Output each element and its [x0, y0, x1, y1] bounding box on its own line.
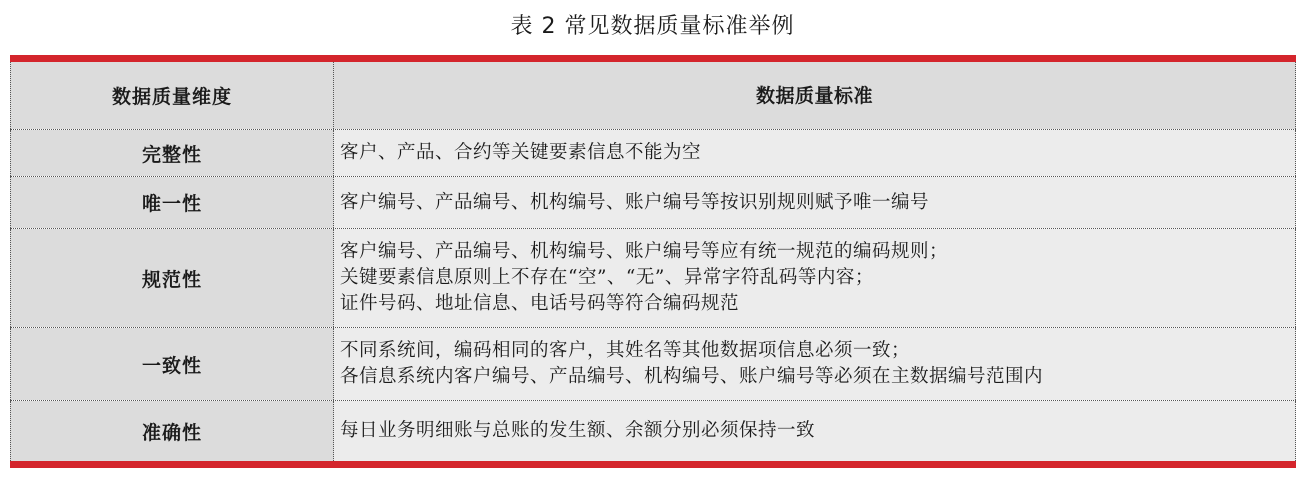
table-caption: 表 2 常见数据质量标准举例 [510, 14, 795, 39]
table-row [10, 328, 1296, 401]
table-row [10, 401, 1296, 461]
standard-cell [334, 130, 1296, 176]
standard-cell [334, 328, 1296, 400]
standard-line: 客户编号、产品编号、机构编号、账户编号等应有统一规范的编码规则； [340, 241, 949, 262]
table-bottom-rule [10, 461, 1296, 468]
table-header-row [10, 62, 1296, 130]
data-quality-table [10, 55, 1296, 468]
standard-cell [334, 401, 1296, 461]
header-dimension: 数据质量维度 [10, 62, 334, 129]
dimension-cell: 规范性 [10, 229, 334, 327]
standard-line: 各信息系统内客户编号、产品编号、机构编号、账户编号等必须在主数据编号范围内 [340, 366, 1044, 387]
standard-line: 证件号码、地址信息、电话号码等符合编码规范 [340, 293, 740, 314]
dimension-cell: 准确性 [10, 401, 334, 461]
header-standard: 数据质量标准 [334, 62, 1296, 129]
standard-line: 关键要素信息原则上不存在“空”、“无”、异常字符乱码等内容； [340, 267, 874, 288]
dimension-cell: 唯一性 [10, 177, 334, 228]
standard-line: 客户、产品、合约等关键要素信息不能为空 [340, 142, 702, 163]
table-body [10, 62, 1296, 461]
dimension-cell: 完整性 [10, 130, 334, 176]
dimension-cell: 一致性 [10, 328, 334, 400]
table-row [10, 177, 1296, 229]
standard-line: 不同系统间，编码相同的客户，其姓名等其他数据项信息必须一致； [340, 340, 911, 361]
standard-line: 客户编号、产品编号、机构编号、账户编号等按识别规则赋予唯一编号 [340, 191, 930, 213]
table-row [10, 130, 1296, 177]
table-row [10, 229, 1296, 328]
standard-cell [334, 229, 1296, 327]
standard-cell [334, 177, 1296, 228]
table-top-rule [10, 55, 1296, 62]
standard-line: 每日业务明细账与总账的发生额、余额分别必须保持一致 [340, 420, 816, 441]
